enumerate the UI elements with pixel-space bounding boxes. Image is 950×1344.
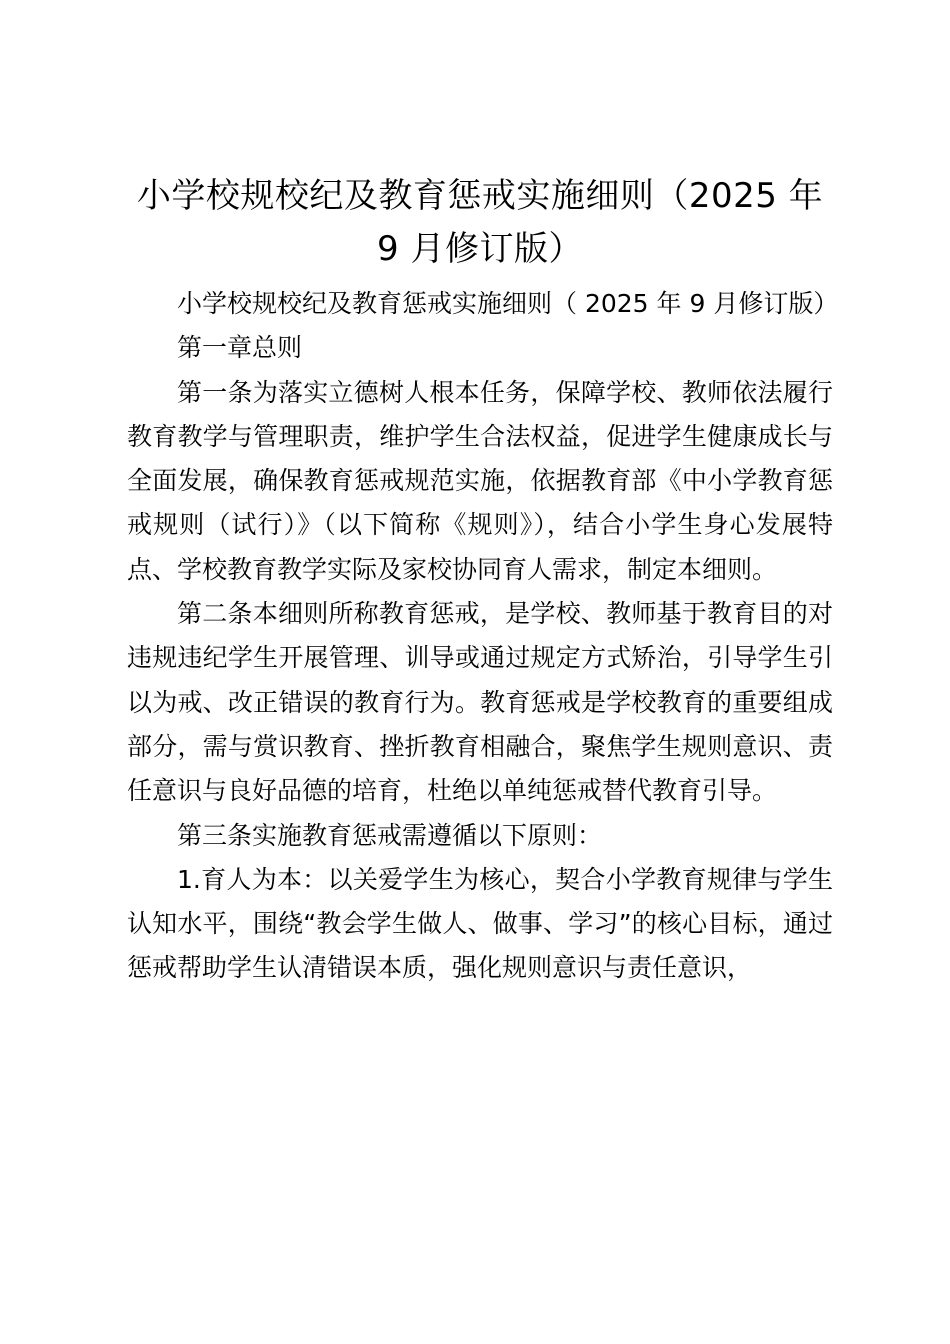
- principle-1-paragraph: 1.育人为本：以关爱学生为核心，契合小学教育规律与学生认知水平，围绕“教会学生做人、做事、学习”的核心目标，通过惩戒帮助学生认清错误本质，强化规则意识与责任意识，: [127, 864, 833, 983]
- document-title: 小学校规校纪及教育惩戒实施细则（2025 年 9 月修订版）: [136, 176, 824, 269]
- article-3-paragraph: 第三条实施教育惩戒需遵循以下原则：: [177, 820, 603, 850]
- article-2-paragraph: 第二条本细则所称教育惩戒，是学校、教师基于教育目的对违规违纪学生开展管理、训导或通过规定方式矫治，引导学生引以为戒、改正错误的教育行为。教育惩戒是学校教育的重要组成部分，需与赏识教育、挫折教育相融合，聚焦学生规则意识、责任意识与良好品德的培育，杜绝以单纯惩戒替代教育引导。: [127, 599, 833, 806]
- document-body: [127, 170, 839, 991]
- subtitle-paragraph: 小学校规校纪及教育惩戒实施细则（ 2025 年 9 月修订版）: [177, 289, 839, 318]
- title-block: [127, 170, 833, 276]
- article-1-paragraph: 第一条为落实立德树人根本任务，保障学校、教师依法履行教育教学与管理职责，维护学生合法权益，促进学生健康成长与全面发展，确保教育惩戒规范实施，依据教育部《中小学教育惩戒规则（试行）》（以下简称《规则》），结合小学生身心发展特点、学校教育教学实际及家校协同育人需求，制定本细则。: [127, 377, 833, 584]
- chapter-heading: 第一章总则: [177, 333, 303, 363]
